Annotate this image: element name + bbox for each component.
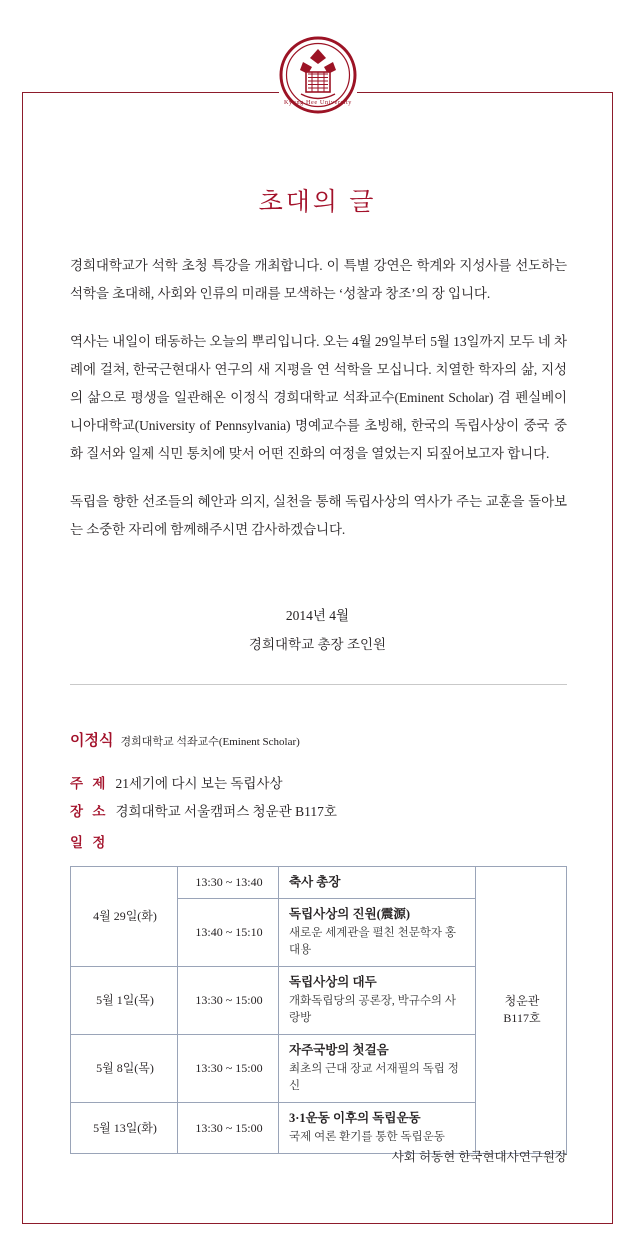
schedule-subject-main: 독립사상의 진원(震源) (289, 907, 410, 921)
schedule-subject-main: 독립사상의 대두 (289, 975, 377, 989)
section-divider (70, 684, 567, 685)
page-title: 초대의 글 (258, 189, 377, 216)
signature-block (0, 601, 635, 659)
signature-signer: 경희대학교 총장 조인원 (248, 637, 387, 652)
body-paragraph-3: 독립을 향한 선조들의 혜안과 의지, 실천을 통해 독립사상의 역사가 주는 교훈을 돌아보는 소중한 자리에 함께해주시면 감사하겠습니다. (70, 494, 567, 537)
schedule-time: 13:30 ~ 15:00 (178, 1035, 279, 1103)
schedule-subject (279, 967, 476, 1035)
schedule-label: 일 정 (70, 835, 109, 850)
schedule-time: 13:30 ~ 15:00 (178, 1103, 279, 1154)
schedule-subject (279, 899, 476, 967)
schedule-subject (279, 1035, 476, 1103)
schedule-subject-main: 3·1운동 이후의 독립운동 (289, 1111, 421, 1125)
body-paragraph-2: 역사는 내일이 태동하는 오늘의 뿌리입니다. 오는 4월 29일부터 5월 13일까지 모두 네 차례에 걸쳐, 한국근현대사 연구의 새 지평을 연 석학을 모십니다. 치열한 학자의 삶, 지성의 삶으로 평생을 일관해온 이정식 경희대학교 석좌교수(Eminent Scholar) 겸 펜실베이니아대학교(University of Pennsylvania) 명예교수를 초빙해, 한국의 독립사상이 중국 중화 질서와 일제 식민 통치에 맞서 어떤 진화의 여정을 열었는지 되짚어보고자 합니다. (70, 334, 567, 461)
schedule-time: 13:40 ~ 15:10 (178, 899, 279, 967)
schedule-subject-sub: 최초의 근대 장교 서재필의 독립 정신 (289, 1063, 459, 1092)
place-value: 경희대학교 서울캠퍼스 청운관 B117호 (115, 804, 337, 819)
schedule-date: 5월 1일(목) (71, 967, 178, 1035)
moderator-note: 사회 허동현 한국현대사연구원장 (391, 1150, 567, 1164)
schedule-date: 5월 13일(화) (71, 1103, 178, 1154)
schedule-subject-sub: 새로운 세계관을 펼친 천문학자 홍대용 (289, 927, 457, 956)
place-label: 장 소 (70, 804, 109, 819)
schedule-time: 13:30 ~ 15:00 (178, 967, 279, 1035)
schedule-venue (476, 867, 567, 1154)
schedule-date: 4월 29일(화) (71, 867, 178, 967)
schedule-venue-line1: 청운관 (504, 994, 540, 1008)
place-row (70, 800, 567, 820)
signature-date: 2014년 4월 (285, 608, 350, 623)
schedule-subject-sub: 개화독립당의 공론장, 박규수의 사랑방 (289, 995, 457, 1024)
body-paragraph-1: 경희대학교가 석학 초청 특강을 개최합니다. 이 특별 강연은 학계와 지성사를 선도하는 석학을 초대해, 사회와 인류의 미래를 모색하는 ‘성찰과 창조’의 장 입니다. (70, 258, 567, 301)
invitation-body (70, 252, 567, 544)
schedule-subject-main: 축사 총장 (289, 875, 341, 889)
speaker-affiliation: 경희대학교 석좌교수(Eminent Scholar) (120, 736, 300, 748)
topic-row (70, 772, 567, 792)
kyung-hee-university-emblem-icon (279, 36, 357, 114)
speaker-name: 이정식 (70, 733, 114, 749)
schedule-table (70, 866, 567, 1154)
speaker-block (70, 729, 567, 750)
topic-value: 21세기에 다시 보는 독립사상 (115, 776, 283, 791)
schedule-time: 13:30 ~ 13:40 (178, 867, 279, 899)
schedule-subject-main: 자주국방의 첫걸음 (289, 1043, 389, 1057)
schedule-date: 5월 8일(목) (71, 1035, 178, 1103)
svg-text:Kyung Hee University: Kyung Hee University (283, 99, 352, 106)
schedule-subject-sub: 국제 여론 환기를 통한 독립운동 (289, 1131, 445, 1143)
schedule-subject (279, 867, 476, 899)
schedule-row-label (70, 831, 567, 851)
schedule-venue-line2: B117호 (503, 1011, 541, 1025)
topic-label: 주 제 (70, 776, 109, 791)
table-row (71, 867, 567, 899)
schedule-subject (279, 1103, 476, 1154)
